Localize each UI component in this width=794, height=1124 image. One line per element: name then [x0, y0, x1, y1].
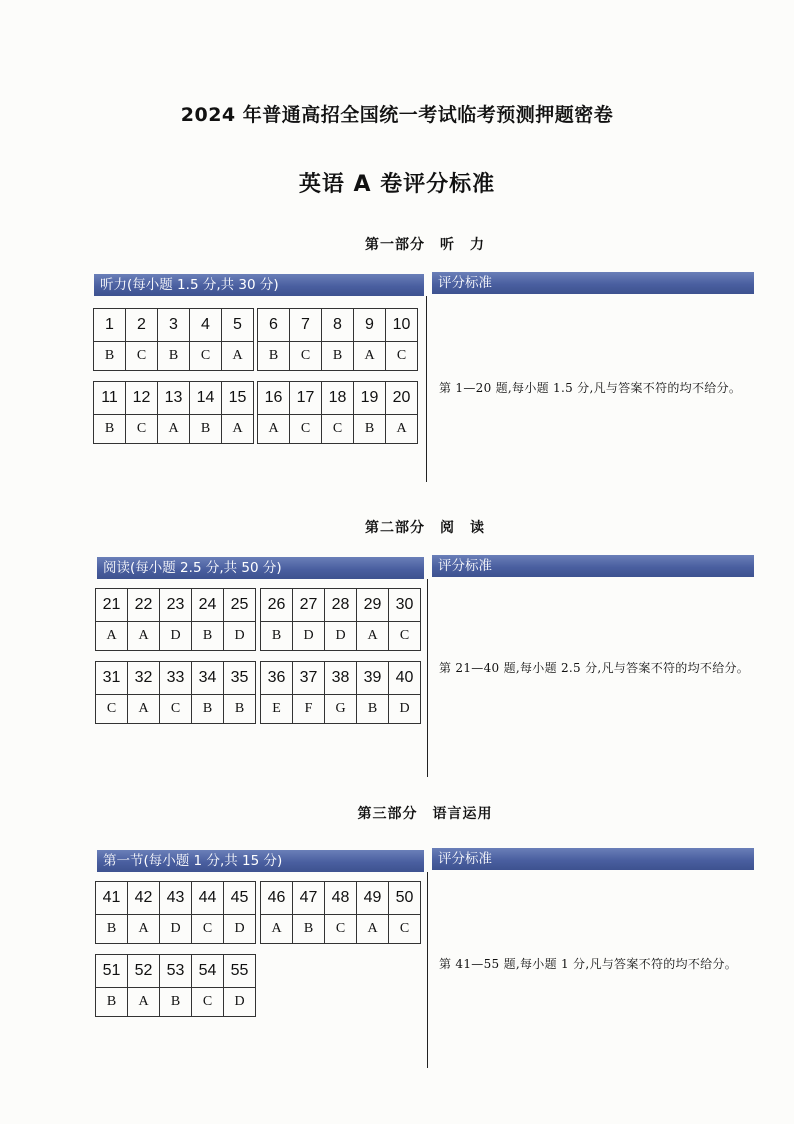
part-2-scoring-note: 第 21—40 题,每小题 2.5 分,凡与答案不符的均不给分。 [439, 661, 750, 675]
question-number: 16 [258, 382, 290, 415]
answer-cell: A [128, 915, 160, 944]
answer-cell: A [354, 342, 386, 371]
answer-cell: D [224, 988, 256, 1017]
answer-cell: A [158, 415, 190, 444]
question-number-row [96, 589, 256, 622]
answer-group-11-15 [93, 381, 254, 444]
question-number: 8 [322, 309, 354, 342]
part-2-divider [427, 579, 428, 777]
answer-group-31-35 [95, 661, 256, 724]
question-number: 19 [354, 382, 386, 415]
answer-cell: A [258, 415, 290, 444]
answer-group-16-20 [257, 381, 418, 444]
question-number: 7 [290, 309, 322, 342]
question-number: 32 [128, 662, 160, 695]
question-number: 23 [160, 589, 192, 622]
question-number: 38 [325, 662, 357, 695]
question-number: 12 [126, 382, 158, 415]
answer-cell: C [386, 342, 418, 371]
answer-cell: C [192, 915, 224, 944]
answer-cell: C [126, 415, 158, 444]
part-1-title: 第一部分 听 力 [365, 237, 485, 253]
question-number: 4 [190, 309, 222, 342]
answer-cell: B [357, 695, 389, 724]
answer-cell: A [222, 415, 254, 444]
answer-row [96, 915, 256, 944]
answer-row [96, 622, 256, 651]
answer-cell: A [222, 342, 254, 371]
part-2-title: 第二部分 阅 读 [365, 520, 485, 536]
question-number: 17 [290, 382, 322, 415]
answer-cell: C [290, 415, 322, 444]
answer-cell: C [160, 695, 192, 724]
answer-cell: D [389, 695, 421, 724]
part-1-scoring-band: 评分标准 [432, 272, 754, 294]
question-number: 55 [224, 955, 256, 988]
question-number-row [258, 382, 418, 415]
question-number-row [96, 882, 256, 915]
answer-group-26-30 [260, 588, 421, 651]
part-1-section-band: 听力(每小题 1.5 分,共 30 分) [94, 274, 424, 296]
answer-cell: C [389, 915, 421, 944]
answer-group-1-5 [93, 308, 254, 371]
answer-group-21-25 [95, 588, 256, 651]
question-number: 44 [192, 882, 224, 915]
question-number: 29 [357, 589, 389, 622]
question-number: 33 [160, 662, 192, 695]
question-number: 40 [389, 662, 421, 695]
question-number: 11 [94, 382, 126, 415]
answer-row [258, 342, 418, 371]
question-number: 31 [96, 662, 128, 695]
question-number-row [96, 662, 256, 695]
part-3-scoring-note: 第 41—55 题,每小题 1 分,凡与答案不符的均不给分。 [439, 957, 738, 971]
question-number-row [261, 882, 421, 915]
question-number: 10 [386, 309, 418, 342]
scoring-standard-title: 英语 A 卷评分标准 [298, 172, 496, 197]
answer-cell: A [128, 622, 160, 651]
question-number: 2 [126, 309, 158, 342]
answer-cell: B [160, 988, 192, 1017]
question-number: 3 [158, 309, 190, 342]
question-number: 52 [128, 955, 160, 988]
question-number: 13 [158, 382, 190, 415]
answer-row [258, 415, 418, 444]
question-number: 48 [325, 882, 357, 915]
answer-cell: C [190, 342, 222, 371]
answer-cell: C [192, 988, 224, 1017]
answer-cell: B [293, 915, 325, 944]
question-number: 49 [357, 882, 389, 915]
question-number: 18 [322, 382, 354, 415]
question-number: 43 [160, 882, 192, 915]
question-number-row [94, 309, 254, 342]
question-number: 6 [258, 309, 290, 342]
part-1-scoring-note: 第 1—20 题,每小题 1.5 分,凡与答案不符的均不给分。 [439, 381, 742, 395]
question-number: 1 [94, 309, 126, 342]
question-number: 21 [96, 589, 128, 622]
answer-cell: A [96, 622, 128, 651]
question-number: 39 [357, 662, 389, 695]
answer-cell: B [158, 342, 190, 371]
answer-group-6-10 [257, 308, 418, 371]
question-number: 14 [190, 382, 222, 415]
question-number: 53 [160, 955, 192, 988]
question-number: 42 [128, 882, 160, 915]
part-3-divider [427, 872, 428, 1068]
answer-cell: A [357, 622, 389, 651]
answer-cell: A [357, 915, 389, 944]
answer-cell: A [261, 915, 293, 944]
answer-cell: C [322, 415, 354, 444]
answer-row [96, 695, 256, 724]
answer-cell: D [160, 915, 192, 944]
question-number: 26 [261, 589, 293, 622]
answer-cell: C [96, 695, 128, 724]
answer-row [94, 415, 254, 444]
answer-cell: C [290, 342, 322, 371]
question-number: 20 [386, 382, 418, 415]
question-number: 5 [222, 309, 254, 342]
question-number: 47 [293, 882, 325, 915]
question-number: 46 [261, 882, 293, 915]
answer-cell: B [94, 342, 126, 371]
answer-row [261, 622, 421, 651]
answer-cell: B [261, 622, 293, 651]
answer-cell: D [293, 622, 325, 651]
question-number: 35 [224, 662, 256, 695]
part-3-scoring-band: 评分标准 [432, 848, 754, 870]
answer-cell: C [126, 342, 158, 371]
answer-cell: B [96, 915, 128, 944]
question-number: 28 [325, 589, 357, 622]
question-number: 50 [389, 882, 421, 915]
answer-cell: B [258, 342, 290, 371]
answer-cell: D [325, 622, 357, 651]
question-number: 27 [293, 589, 325, 622]
answer-row [96, 988, 256, 1017]
answer-cell: B [322, 342, 354, 371]
question-number-row [96, 955, 256, 988]
question-number: 51 [96, 955, 128, 988]
part-1-divider [426, 296, 427, 482]
answer-cell: B [94, 415, 126, 444]
question-number: 15 [222, 382, 254, 415]
part-3-title: 第三部分 语言运用 [357, 806, 493, 822]
answer-cell: B [190, 415, 222, 444]
question-number-row [258, 309, 418, 342]
answer-row [261, 915, 421, 944]
part-2-scoring-band: 评分标准 [432, 555, 754, 577]
answer-cell: F [293, 695, 325, 724]
question-number: 37 [293, 662, 325, 695]
exam-title: 2024 年普通高招全国统一考试临考预测押题密卷 [180, 104, 614, 126]
answer-cell: A [128, 988, 160, 1017]
question-number-row [261, 662, 421, 695]
answer-cell: C [325, 915, 357, 944]
question-number: 54 [192, 955, 224, 988]
part-2-section-band: 阅读(每小题 2.5 分,共 50 分) [97, 557, 424, 579]
question-number: 25 [224, 589, 256, 622]
question-number: 24 [192, 589, 224, 622]
answer-row [94, 342, 254, 371]
question-number: 30 [389, 589, 421, 622]
question-number-row [261, 589, 421, 622]
part-3-section-band: 第一节(每小题 1 分,共 15 分) [97, 850, 424, 872]
answer-cell: D [160, 622, 192, 651]
question-number: 41 [96, 882, 128, 915]
answer-cell: B [96, 988, 128, 1017]
answer-cell: D [224, 915, 256, 944]
question-number-row [94, 382, 254, 415]
answer-group-51-55 [95, 954, 256, 1017]
answer-group-36-40 [260, 661, 421, 724]
question-number: 45 [224, 882, 256, 915]
question-number: 22 [128, 589, 160, 622]
answer-cell: B [192, 695, 224, 724]
answer-cell: B [192, 622, 224, 651]
answer-cell: G [325, 695, 357, 724]
answer-cell: B [354, 415, 386, 444]
answer-group-46-50 [260, 881, 421, 944]
answer-cell: D [224, 622, 256, 651]
answer-cell: E [261, 695, 293, 724]
answer-cell: B [224, 695, 256, 724]
answer-cell: A [386, 415, 418, 444]
question-number: 9 [354, 309, 386, 342]
question-number: 34 [192, 662, 224, 695]
answer-cell: C [389, 622, 421, 651]
question-number: 36 [261, 662, 293, 695]
answer-group-41-45 [95, 881, 256, 944]
answer-cell: A [128, 695, 160, 724]
answer-row [261, 695, 421, 724]
